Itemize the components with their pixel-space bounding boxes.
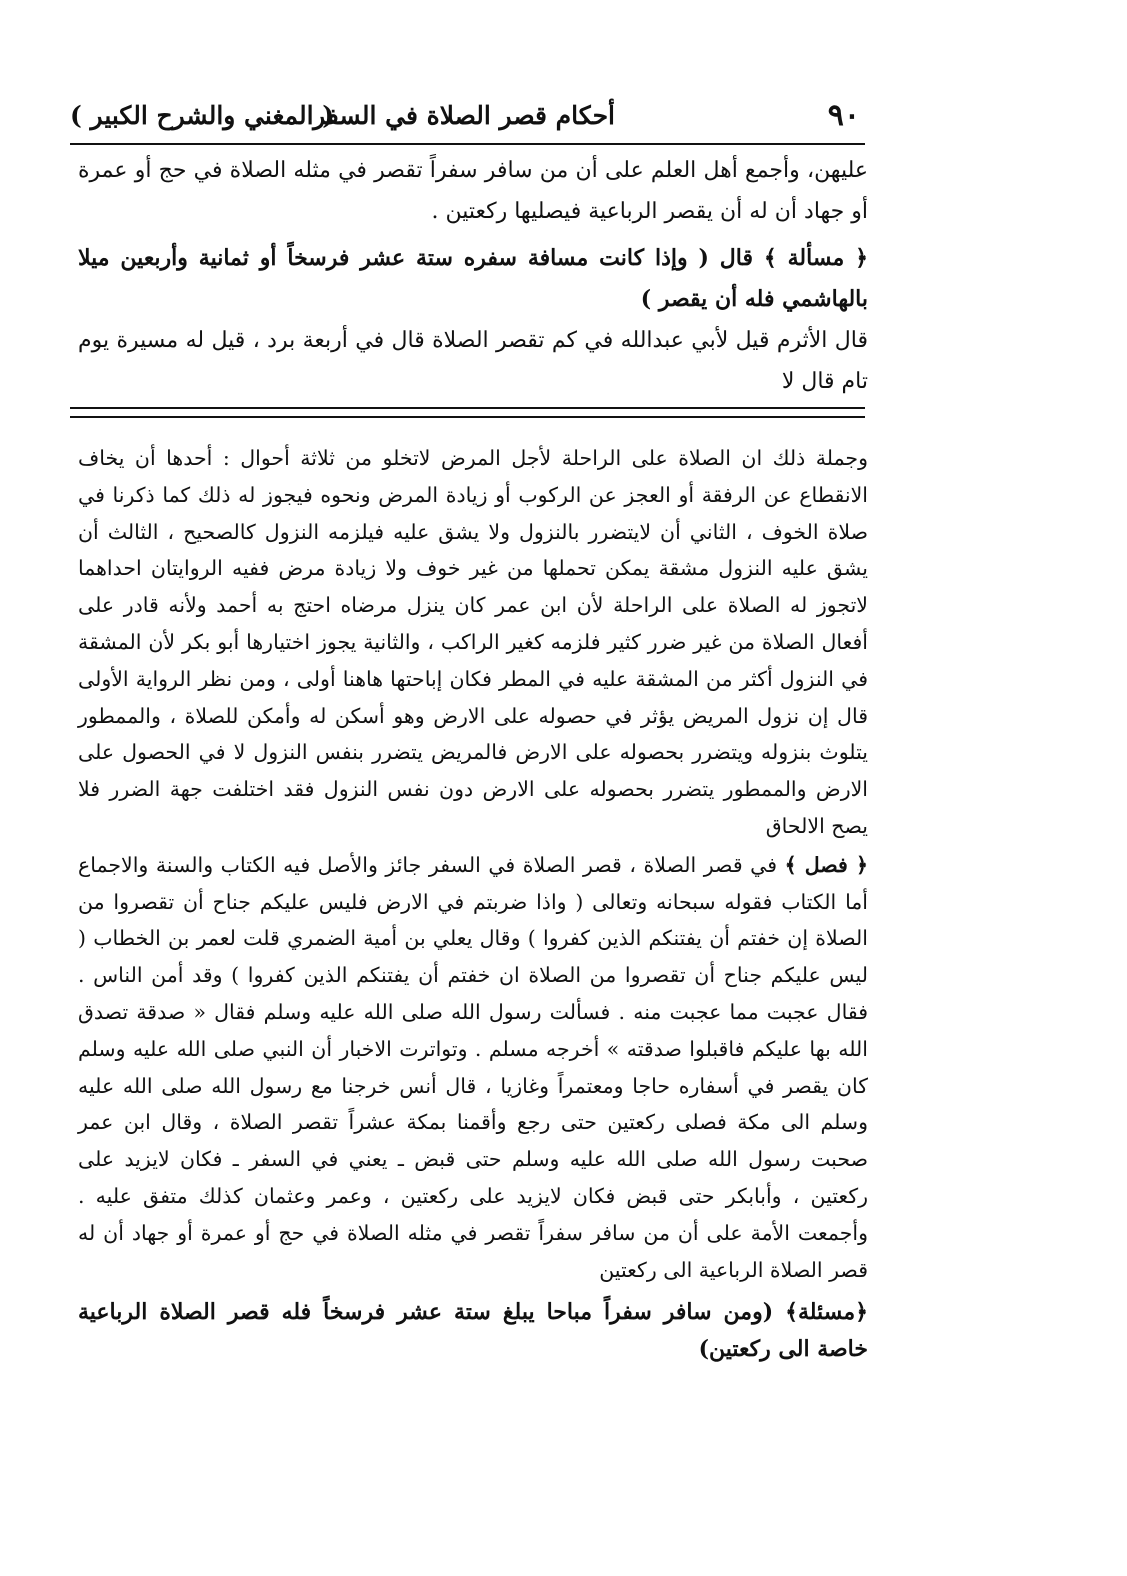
page-header — [70, 98, 870, 146]
fasl-label: ﴿ فصل ﴾ — [784, 852, 868, 877]
upper-paragraph-2: قال الأثرم قيل لأبي عبدالله في كم تقصر الصلاة قال في أربعة برد ، قيل له مسيرة يوم تام قال لا — [78, 328, 868, 394]
chapter-title: أحكام قصر الصلاة في السفر — [313, 101, 615, 130]
masala-heading: ﴿ مسألة ﴾ قال ( وإذا كانت مسافة سفره ستة عشر فرسخاً أو ثمانية وأربعين ميلا بالهاشمي فله أن يقصر ) — [78, 245, 868, 312]
lower-paragraph-1: وجملة ذلك ان الصلاة على الراحلة لأجل المرض لاتخلو من ثلاثة أحوال : أحدها أن يخاف الانقطاع عن الرفقة أو العجز عن الركوب أو زيادة المرض ونحوه فيجوز له ذلك كما ذكرنا في صلاة الخوف ، الثاني أن لايتضرر بالنزول ولا يشق عليه فيلزمه النزول كالصحيح ، الثالث أن يشق عليه النزول مشقة يمكن تحملها من غير خوف ولا زيادة مرض ففيه الروايتان احداهما لاتجوز له الصلاة على الراحلة لأن ابن عمر كان ينزل مرضاه احتج به أحمد ولأنه قادر على أفعال الصلاة من غير ضرر كثير فلزمه كغير الراكب ، والثانية يجوز اختيارها أبو بكر لأن المشقة في النزول أكثر من المشقة عليه في المطر فكان إباحتها هاهنا أولى ، ومن نظر الرواية الأولى قال إن نزول المريض يؤثر في حصوله على الارض وهو أسكن له وأمكن للصلاة ، والممطور يتلوث بنزوله ويتضرر بحصوله على الارض فالمريض يتضرر بنفس النزول لا في الحصول على الارض والممطور يتضرر بحصوله على الارض دون نفس النزول فقد اختلفت جهة الضرر فلا يصح الالحاق — [78, 446, 868, 838]
section-divider — [70, 407, 865, 418]
upper-text-section — [78, 150, 868, 402]
header-rule — [70, 143, 865, 145]
masala-heading-2: ﴿مسئلة﴾ (ومن سافر سفراً مباحا يبلغ ستة عشر فرسخاً فله قصر الصلاة الرباعية خاصة الى ركعتين) — [78, 1299, 868, 1363]
book-title: ( المغني والشرح الكبير ) — [70, 101, 335, 130]
page-number: ٩٠ — [827, 98, 860, 133]
fasl-paragraph — [78, 847, 868, 1289]
upper-paragraph-1: عليهن، وأجمع أهل العلم على أن من سافر سفراً تقصر في مثله الصلاة في حج أو عمرة أو جهاد أن له أن يقصر الرباعية فيصليها ركعتين . — [78, 158, 868, 224]
lower-text-section — [78, 440, 868, 1368]
fasl-text: في قصر الصلاة ، قصر الصلاة في السفر جائز والأصل فيه الكتاب والسنة والاجماع أما الكتاب فقوله سبحانه وتعالى ( واذا ضربتم في الارض فليس عليكم جناح أن تقصروا من الصلاة إن خفتم أن يفتنكم الذين كفروا ) وقال يعلي بن أمية الضمري قلت لعمر بن الخطاب ( ليس عليكم جناح أن تقصروا من الصلاة ان خفتم أن يفتنكم الذين كفروا ) وقد أمن الناس . فقال عجبت مما عجبت منه . فسألت رسول الله صلى الله عليه وسلم فقال « صدقة تصدق الله بها عليكم فاقبلوا صدقته » أخرجه مسلم . وتواترت الاخبار أن النبي صلى الله عليه وسلم كان يقصر في أسفاره حاجا ومعتمراً وغازيا ، قال أنس خرجنا مع رسول الله صلى الله عليه وسلم الى مكة فصلى ركعتين حتى رجع وأقمنا بمكة عشراً تقصر الصلاة ، وقال ابن عمر صحبت رسول الله صلى الله عليه وسلم حتى قبض ـ يعني في السفر ـ فكان لايزيد على ركعتين ، وأبابكر حتى قبض فكان لايزيد على ركعتين ، وعمر وعثمان كذلك متفق عليه . وأجمعت الأمة على أن من سافر سفراً تقصر في مثله الصلاة في حج أو عمرة أو جهاد أن له قصر الصلاة الرباعية الى ركعتين — [78, 852, 868, 1282]
